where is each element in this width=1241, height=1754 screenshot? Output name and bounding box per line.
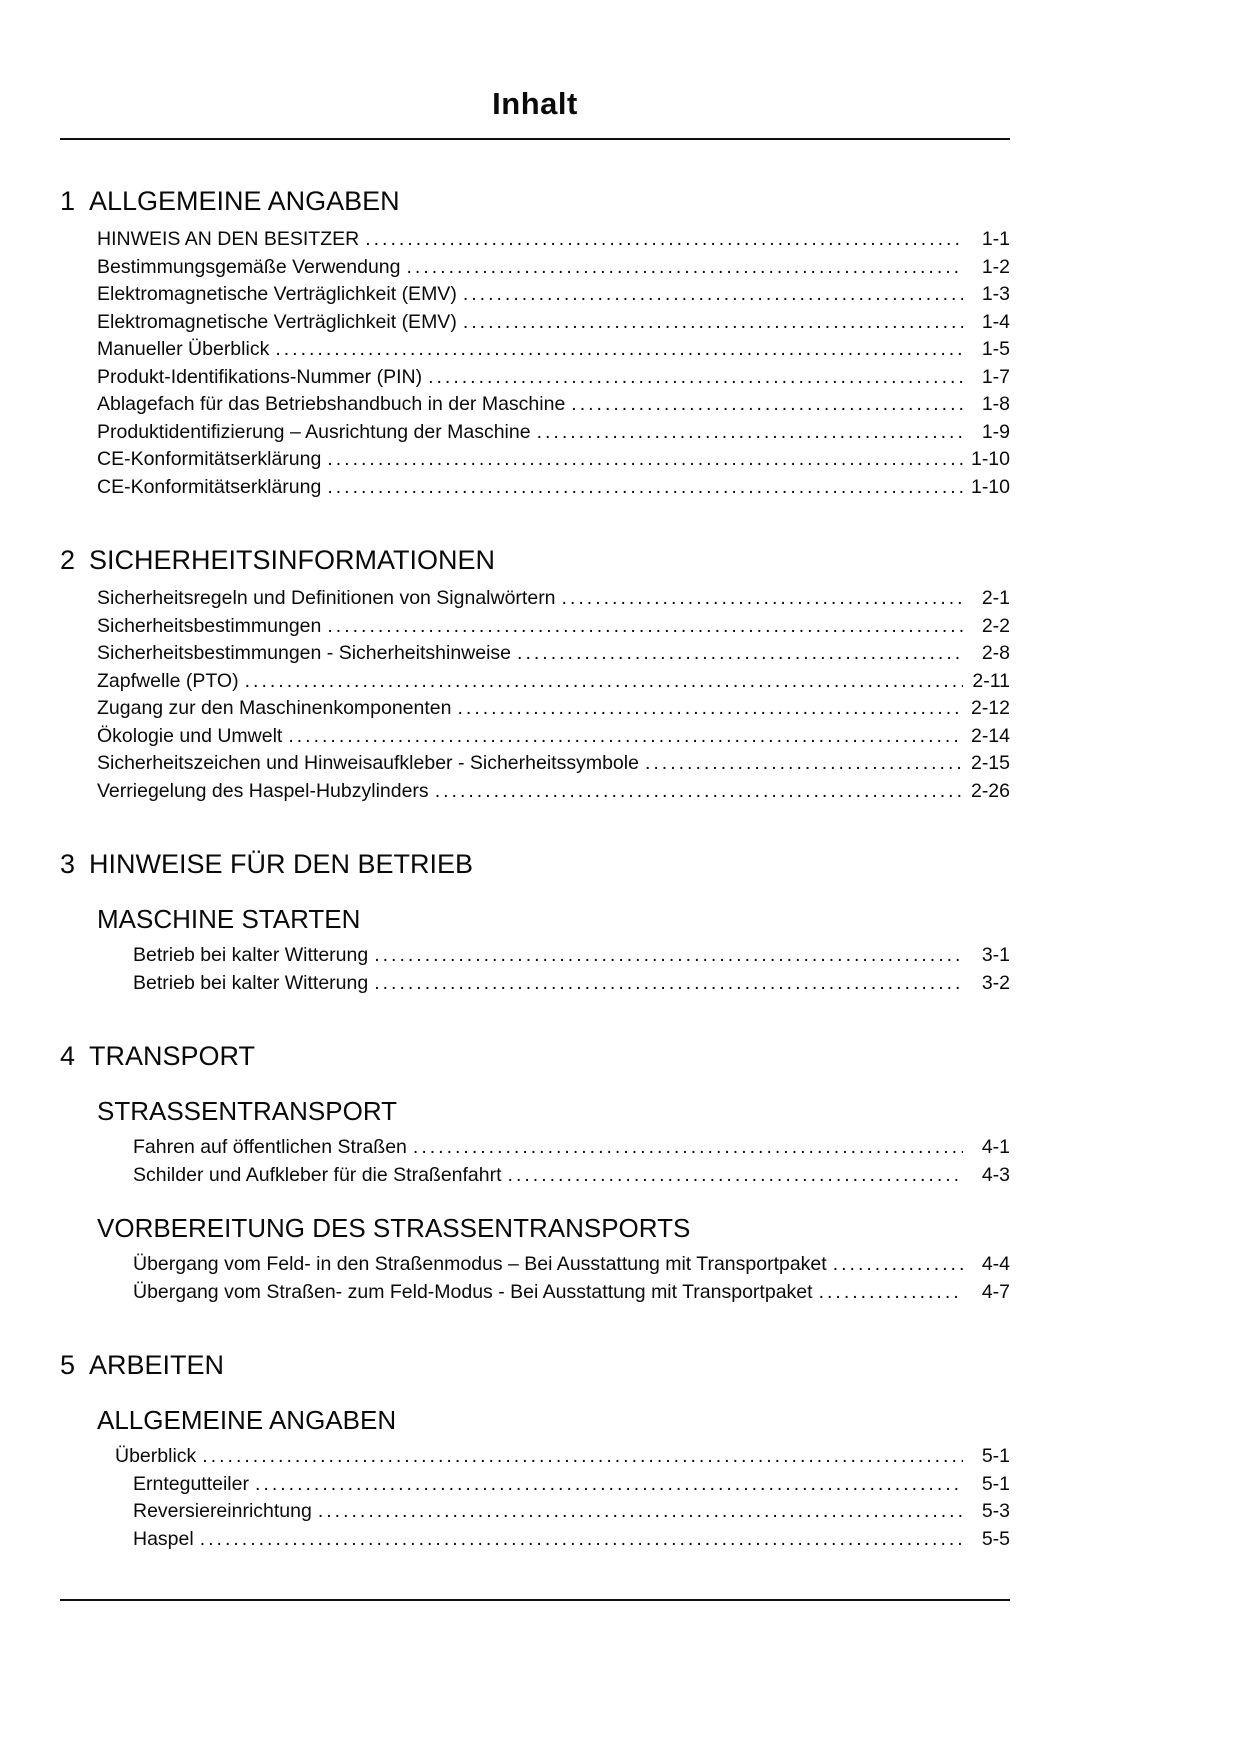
entry-page-number: 1-5 — [981, 338, 1010, 360]
toc-entry — [60, 474, 1010, 502]
section-title: ARBEITEN — [89, 1350, 225, 1380]
entry-label: Ökologie und Umwelt — [97, 724, 283, 747]
dot-leader — [435, 778, 963, 806]
toc-entry — [60, 942, 1010, 970]
toc-section — [60, 186, 1010, 501]
toc-entry — [60, 226, 1010, 254]
toc-entry — [60, 336, 1010, 364]
entry-page-number: 4-4 — [981, 1253, 1010, 1275]
toc-entry — [60, 364, 1010, 392]
entry-label: Sicherheitsbestimmungen — [97, 614, 322, 637]
section-number: 5 — [60, 1350, 76, 1380]
dot-leader — [819, 1279, 963, 1307]
toc-entry — [60, 1443, 1010, 1471]
dot-leader — [374, 942, 963, 970]
toc-entry — [60, 1279, 1010, 1307]
entry-label: Übergang vom Feld- in den Straßenmodus – Bei Ausstattung mit Transportpaket — [133, 1253, 827, 1275]
entry-page-number: 2-12 — [970, 697, 1010, 719]
toc-subheading: VORBEREITUNG DES STRASSENTRANSPORTS — [97, 1213, 691, 1243]
entry-label: Manueller Überblick — [97, 338, 270, 360]
entry-page-number: 1-10 — [970, 475, 1010, 498]
toc-entry — [60, 640, 1010, 668]
entry-page-number: 4-1 — [981, 1136, 1010, 1158]
dot-leader — [645, 750, 963, 778]
section-title: SICHERHEITSINFORMATIONEN — [89, 545, 496, 575]
dot-leader — [318, 1498, 963, 1526]
entry-label: Verriegelung des Haspel-Hubzylinders — [97, 779, 429, 802]
entry-page-number: 5-5 — [981, 1527, 1010, 1550]
entry-label: Fahren auf öffentlichen Straßen — [133, 1136, 407, 1158]
dot-leader — [463, 281, 963, 309]
dot-leader — [202, 1443, 963, 1471]
entry-label: CE-Konformitätserklärung — [97, 448, 322, 470]
toc-entry — [60, 695, 1010, 723]
page-title: Inhalt — [492, 86, 578, 121]
dot-leader — [517, 640, 963, 668]
section-heading — [60, 1350, 1010, 1381]
entry-page-number: 2-11 — [972, 669, 1010, 692]
toc-section — [60, 1041, 1010, 1306]
dot-leader — [463, 309, 963, 337]
entry-page-number: 4-7 — [981, 1280, 1010, 1303]
entry-label: Elektromagnetische Verträglichkeit (EMV) — [97, 310, 457, 333]
toc-entry — [60, 254, 1010, 282]
entry-page-number: 1-8 — [981, 393, 1010, 415]
dot-leader — [833, 1251, 963, 1279]
entry-page-number: 3-2 — [981, 971, 1010, 994]
entry-page-number: 2-2 — [981, 614, 1010, 637]
toc-entry — [60, 778, 1010, 806]
entry-page-number: 5-3 — [981, 1500, 1010, 1522]
dot-leader — [458, 695, 964, 723]
entry-page-number: 1-1 — [981, 228, 1010, 250]
section-number: 1 — [60, 186, 76, 216]
section-title: TRANSPORT — [89, 1041, 256, 1071]
dot-leader — [428, 364, 963, 392]
section-heading — [60, 849, 1010, 880]
toc-entry — [60, 1251, 1010, 1279]
entry-page-number: 1-7 — [981, 365, 1010, 388]
entry-label: Bestimmungsgemäße Verwendung — [97, 255, 401, 278]
dot-leader — [255, 1471, 963, 1499]
entry-label: Ablagefach für das Betriebshandbuch in der Maschine — [97, 393, 566, 415]
toc-entry — [60, 585, 1010, 613]
dot-leader — [275, 336, 963, 364]
entry-page-number: 3-1 — [981, 944, 1010, 966]
dot-leader — [327, 474, 963, 502]
dot-leader — [288, 723, 963, 751]
entry-label: Sicherheitsbestimmungen - Sicherheitshinweise — [97, 642, 512, 664]
dot-leader — [508, 1162, 963, 1190]
entry-page-number: 2-8 — [981, 642, 1010, 664]
dot-leader — [245, 668, 963, 696]
dot-leader — [571, 391, 963, 419]
entry-page-number: 4-3 — [981, 1163, 1010, 1186]
title-rule — [60, 138, 1010, 140]
section-title: ALLGEMEINE ANGABEN — [89, 186, 400, 216]
toc-entry — [60, 309, 1010, 337]
toc-section — [60, 849, 1010, 997]
toc-entry — [60, 419, 1010, 447]
toc-entry — [60, 391, 1010, 419]
dot-leader — [407, 254, 964, 282]
entry-label: Sicherheitsregeln und Definitionen von Signalwörtern — [97, 587, 556, 609]
entry-page-number: 2-15 — [970, 752, 1010, 774]
entry-page-number: 2-14 — [970, 724, 1010, 747]
dot-leader — [562, 585, 963, 613]
entry-page-number: 1-2 — [981, 255, 1010, 278]
toc — [60, 186, 1010, 1553]
dot-leader — [327, 446, 963, 474]
toc-subheading: MASCHINE STARTEN — [97, 904, 361, 934]
entry-page-number: 1-10 — [970, 448, 1010, 470]
toc-section — [60, 1350, 1010, 1553]
section-title: HINWEISE FÜR DEN BETRIEB — [89, 849, 474, 879]
toc-subheading: STRASSENTRANSPORT — [97, 1096, 398, 1126]
toc-entry — [60, 750, 1010, 778]
toc-entry — [60, 1498, 1010, 1526]
toc-entry — [60, 1471, 1010, 1499]
entry-label: Zapfwelle (PTO) — [97, 669, 239, 692]
entry-page-number: 1-9 — [981, 420, 1010, 443]
toc-entry — [60, 970, 1010, 998]
dot-leader — [374, 970, 963, 998]
toc-entry — [60, 281, 1010, 309]
entry-label: Zugang zur den Maschinenkomponenten — [97, 697, 452, 719]
section-number: 2 — [60, 545, 76, 575]
dot-leader — [327, 613, 963, 641]
toc-entry — [60, 1134, 1010, 1162]
entry-label: Betrieb bei kalter Witterung — [133, 971, 369, 994]
entry-label: CE-Konformitätserklärung — [97, 475, 322, 498]
entry-label: Erntegutteiler — [133, 1472, 249, 1495]
section-number: 4 — [60, 1041, 76, 1071]
entry-label: HINWEIS AN DEN BESITZER — [97, 228, 360, 250]
entry-label: Reversiereinrichtung — [133, 1500, 312, 1522]
entry-page-number: 2-1 — [981, 587, 1010, 609]
entry-label: Produktidentifizierung – Ausrichtung der Maschine — [97, 420, 531, 443]
section-heading — [60, 186, 1010, 217]
toc-section — [60, 545, 1010, 805]
entry-label: Übergang vom Straßen- zum Feld-Modus - Bei Ausstattung mit Transportpaket — [133, 1280, 813, 1303]
dot-leader — [200, 1526, 963, 1554]
toc-entry — [60, 1162, 1010, 1190]
entry-page-number: 5-1 — [981, 1472, 1010, 1495]
section-heading — [60, 1041, 1010, 1072]
toc-entry — [60, 613, 1010, 641]
entry-label: Sicherheitszeichen und Hinweisaufkleber - Sicherheitssymbole — [97, 752, 639, 774]
section-heading — [60, 545, 1010, 576]
entry-label: Haspel — [133, 1527, 194, 1550]
dot-leader — [537, 419, 963, 447]
entry-label: Elektromagnetische Verträglichkeit (EMV) — [97, 283, 457, 305]
section-number: 3 — [60, 849, 76, 879]
toc-entry — [60, 668, 1010, 696]
footer-rule — [60, 1599, 1010, 1601]
entry-label: Produkt-Identifikations-Nummer (PIN) — [97, 365, 423, 388]
toc-entry — [60, 723, 1010, 751]
toc-subheading: ALLGEMEINE ANGABEN — [97, 1405, 397, 1435]
entry-page-number: 1-3 — [981, 283, 1010, 305]
entry-label: Schilder und Aufkleber für die Straßenfahrt — [133, 1163, 502, 1186]
entry-label: Überblick — [115, 1445, 197, 1467]
entry-page-number: 1-4 — [981, 310, 1010, 333]
toc-entry — [60, 446, 1010, 474]
entry-page-number: 5-1 — [981, 1445, 1010, 1467]
dot-leader — [365, 226, 963, 254]
toc-entry — [60, 1526, 1010, 1554]
dot-leader — [413, 1134, 963, 1162]
entry-label: Betrieb bei kalter Witterung — [133, 944, 369, 966]
entry-page-number: 2-26 — [970, 779, 1010, 802]
